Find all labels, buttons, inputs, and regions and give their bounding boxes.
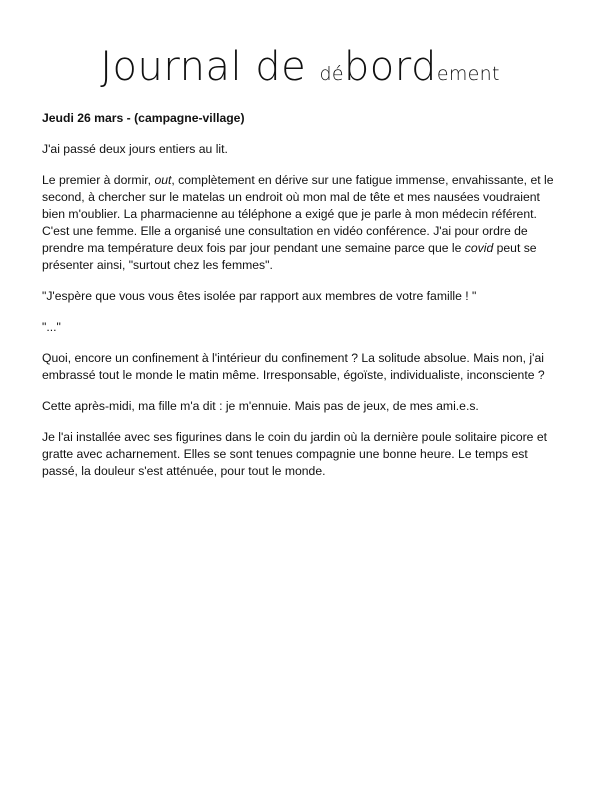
- title-part-bord: bord: [343, 44, 437, 90]
- entry-date-line: Jeudi 26 mars - (campagne-village): [42, 111, 245, 125]
- paragraph-4-ellipsis: "...": [42, 320, 61, 334]
- title-part-ement: ement: [436, 63, 500, 85]
- paragraph-1: J'ai passé deux jours entiers au lit.: [42, 142, 228, 156]
- paragraph-5: Quoi, encore un confinement à l'intérieur du confinement ? La solitude absolue. Mais non, j'ai embrassé tout le monde le matin même. Irresponsable, égoïste, individualiste, inconsciente ?: [42, 351, 545, 382]
- paragraph-2-part-c: peut se présenter ainsi, "surtout chez les femmes".: [42, 241, 537, 272]
- paragraph-7: Je l'ai installée avec ses figurines dans le coin du jardin où la dernière poule solitaire picore et gratte avec acharnement. Elles se sont tenues compagnie une bonne heure. Le temps est passé, la douleur s'est atténuée, pour tout le monde.: [42, 430, 548, 478]
- paragraph-2-part-a: Le premier à dormir,: [42, 173, 155, 187]
- journal-entry: [42, 110, 560, 494]
- paragraph-2-emphasis-covid: covid: [464, 241, 494, 255]
- document-title: [0, 43, 600, 98]
- paragraph-2: [42, 172, 560, 274]
- paragraph-6: Cette après-midi, ma fille m'a dit : je m'ennuie. Mais pas de jeux, de mes ami.e.s.: [42, 399, 479, 413]
- paragraph-3-quote: "J'espère que vous vous êtes isolée par rapport aux membres de votre famille ! ": [42, 289, 477, 303]
- paragraph-2-emphasis-out: out: [154, 173, 172, 187]
- paragraph-2-part-b: , complètement en dérive sur une fatigue immense, envahissante, et le second, à chercher sur le matelas un endroit où mon mal de tête et mes nausées voudraient bien m'oublier. La pharmacienne au téléphone a exigé que je parle à mon médecin référent. C'est une femme. Elle a organisé une consultation en vidéo conférence. J'ai pour ordre de prendre ma température deux fois par jour pendant une semaine parce que le: [42, 173, 554, 255]
- title-part-journal: Journal de: [100, 44, 320, 90]
- title-part-de: dé: [319, 63, 344, 85]
